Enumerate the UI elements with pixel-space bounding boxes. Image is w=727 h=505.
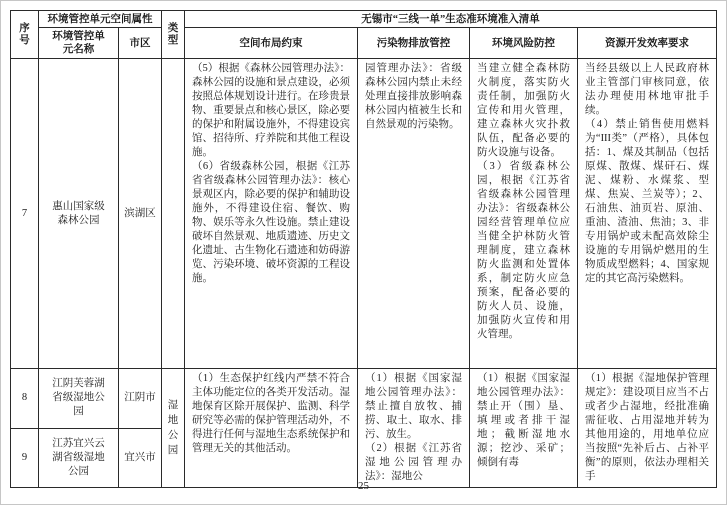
col-group-spatial-attributes: 环境管控单元空间属性 [39, 11, 162, 28]
row7-type-empty [162, 59, 185, 369]
paragraph: （1）根据《湿地保护管理规定》：建设项目应当不占或者少占湿地，经批准确需征收、占用湿地并转为其他用途的，用地单位应当按照“先补后占、占补平衡”的原则，依法办理相关手 [585, 373, 709, 482]
col-header-type: 类型 [162, 11, 185, 59]
col-header-risk-control: 环境风险防控 [470, 28, 578, 59]
rows89-risk-cell [470, 369, 578, 488]
paragraph: （3）省级森林公园，根据《江苏省省级森林公园管理办法》：省级森林公园经营管理单位应当健全护林防火管理制度，建立森林防火监测和处置体系，制定防火应急预案，配备必要的防火人员、设施，加强防火宣传和用火管理。 [477, 161, 570, 340]
col-header-seq: 序号 [11, 11, 39, 59]
col-header-district: 市区 [119, 28, 162, 59]
paragraph: （6）省级森林公园，根据《江苏省省级森林公园管理办法》：核心景观区内，除必要的保护和辅助设施外，不得建设住宿、餐饮、购物、娱乐等永久性设施。禁止建设破坏自然景观、地质遗迹、历史文化遗址、古生物化石遗迹和妨碍游览、污染环境、破坏资源的工程设施。 [192, 161, 350, 284]
paragraph: 当建立健全森林防火制度，落实防火责任制，加强防火宣传和用火管理，建立森林火灾扑救队伍，配备必要的防火设施与设备。 [477, 63, 570, 158]
row8-district: 江阴市 [119, 369, 162, 429]
col-header-resource-efficiency: 资源开发效率要求 [578, 28, 717, 59]
paragraph: （4）禁止销售使用燃料为“III类”（严格），具体包括：1、煤及其制品（包括原煤、散煤、煤矸石、煤泥、煤粉、水煤浆、型煤、焦炭、兰炭等）；2、石油焦、油页岩、原油、重油、渣油、焦油；3、非专用锅炉或未配高效除尘设施的专用锅炉燃用的生物质成型燃料；4、国家规定的其它高污染燃料。 [585, 119, 709, 284]
rows89-pollutant-cell [358, 369, 470, 488]
paragraph: （1）根据《国家湿地公园管理办法》：禁止擅自放牧、捕捞、取土、取水、排污、放生。 [365, 373, 462, 440]
paragraph: （5）根据《森林公园管理办法》：森林公园的设施和景点建设，必须按照总体规划设计进行。在珍贵景物、重要景点和核心景区，除必要的保护和附属设施外，不得建设宾馆、招待所、疗养院和其他工程设施。 [192, 63, 350, 158]
header-row-columns [11, 28, 717, 59]
rows89-type: 湿地公园 [162, 369, 185, 488]
row8-unit-name: 江阴芙蓉湖省级湿地公园 [39, 369, 119, 429]
page-number: 25 [358, 480, 369, 492]
row7-resource-cell [578, 59, 717, 369]
row7-pollutant-cell [358, 59, 470, 369]
paragraph: （1）根据《国家湿地公园管理办法》：禁止开（围）垦、填埋或者排干湿地；截断湿地水源；挖沙、采矿；倾倒有毒 [477, 373, 570, 468]
paragraph: （1）生态保护红线内严禁不符合主体功能定位的各类开发活动。湿地保育区除开展保护、监测、科学研究等必需的保护管理活动外，不得进行任何与湿地生态系统保护和管理无关的其他活动。 [192, 373, 350, 454]
rows89-spatial-layout-cell [185, 369, 358, 488]
table-row-8 [11, 369, 717, 429]
header-row-groups [11, 11, 717, 28]
col-header-pollutant-control: 污染物排放管控 [358, 28, 470, 59]
row7-district: 滨湖区 [119, 59, 162, 369]
table-row-7 [11, 59, 717, 369]
row7-risk-cell [470, 59, 578, 369]
eco-environment-access-table [10, 10, 717, 488]
row8-seq: 8 [11, 369, 39, 429]
row7-spatial-layout-cell [185, 59, 358, 369]
row7-unit-name: 惠山国家级森林公园 [39, 59, 119, 369]
row9-seq: 9 [11, 428, 39, 488]
row9-district: 宜兴市 [119, 428, 162, 488]
paragraph: 当经县级以上人民政府林业主管部门审核同意，依法办理使用林地审批手续。 [585, 63, 709, 116]
paragraph: （2）根据《江苏省湿地公园管理办法》：湿地公 [365, 443, 462, 482]
row7-seq: 7 [11, 59, 39, 369]
col-header-unit-name: 环境管控单元名称 [39, 28, 119, 59]
col-header-spatial-layout: 空间布局约束 [185, 28, 358, 59]
col-group-access-list-title: 无锡市“三线一单”生态准环境准入清单 [185, 11, 717, 28]
rows89-resource-cell [578, 369, 717, 488]
row9-unit-name: 江苏宜兴云湖省级湿地公园 [39, 428, 119, 488]
paragraph: 园管理办法》：省级森林公园内禁止未经处理直接排放影响森林公园内植被生长和自然景观的污染物。 [365, 63, 462, 130]
